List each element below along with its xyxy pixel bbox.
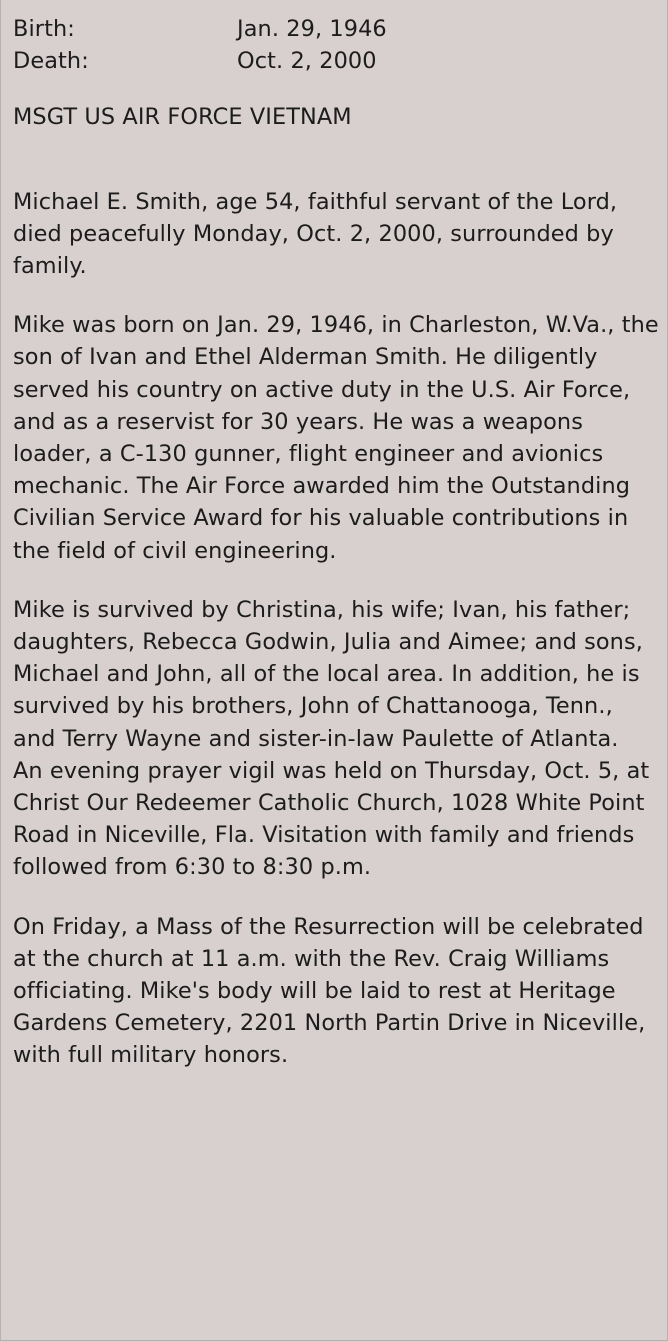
birth-label: Birth: [13,16,75,42]
obituary-paragraph-death-notice: Michael E. Smith, age 54, faithful servant of the Lord, died peacefully Monday, Oct. 2, 2000, surrounded by family. [13,188,618,279]
obituary-paragraph-vigil: An evening prayer vigil was held on Thursday, Oct. 5, at Christ Our Redeemer Catholic Church, 1028 White Point Road in Niceville, Fla. Visitation with family and friends followed from 6:30 to 8:30 p.m. [13,757,650,881]
birth-date: Jan. 29, 1946 [237,16,387,42]
obituary-content [13,13,659,1072]
obituary-paragraph-biography: Mike was born on Jan. 29, 1946, in Charleston, W.Va., the son of Ivan and Ethel Alderman Smith. He diligently served his country on active duty in the U.S. Air Force, and as a reservist for 30 years. He was a weapons loader, a C-130 gunner, flight engineer and avionics mechanic. The Air Force awarded him the Outstanding Civilian Service Award for his valuable contributions in the field of civil engineering. [13,312,659,564]
service-line: MSGT US AIR FORCE VIETNAM [13,104,352,131]
death-row [13,45,659,77]
birth-row [13,13,659,45]
death-label: Death: [13,48,89,75]
obituary-paragraph-funeral: On Friday, a Mass of the Resurrection will be celebrated at the church at 11 a.m. with the Rev. Craig Williams officiating. Mike's body will be laid to rest at Heritage Gardens Cemetery, 2201 North Partin Drive in Niceville, with full military honors. [13,913,646,1069]
death-date: Oct. 2, 2000 [237,48,377,75]
obituary-paragraph-survivors: Mike is survived by Christina, his wife; Ivan, his father; daughters, Rebecca Godwin, Julia and Aimee; and sons, Michael and John, all of the local area. In addition, he is survived by his brothers, John of Chattanooga, Tenn., and Terry Wayne and sister-in-law Paulette of Atlanta. [13,596,643,752]
